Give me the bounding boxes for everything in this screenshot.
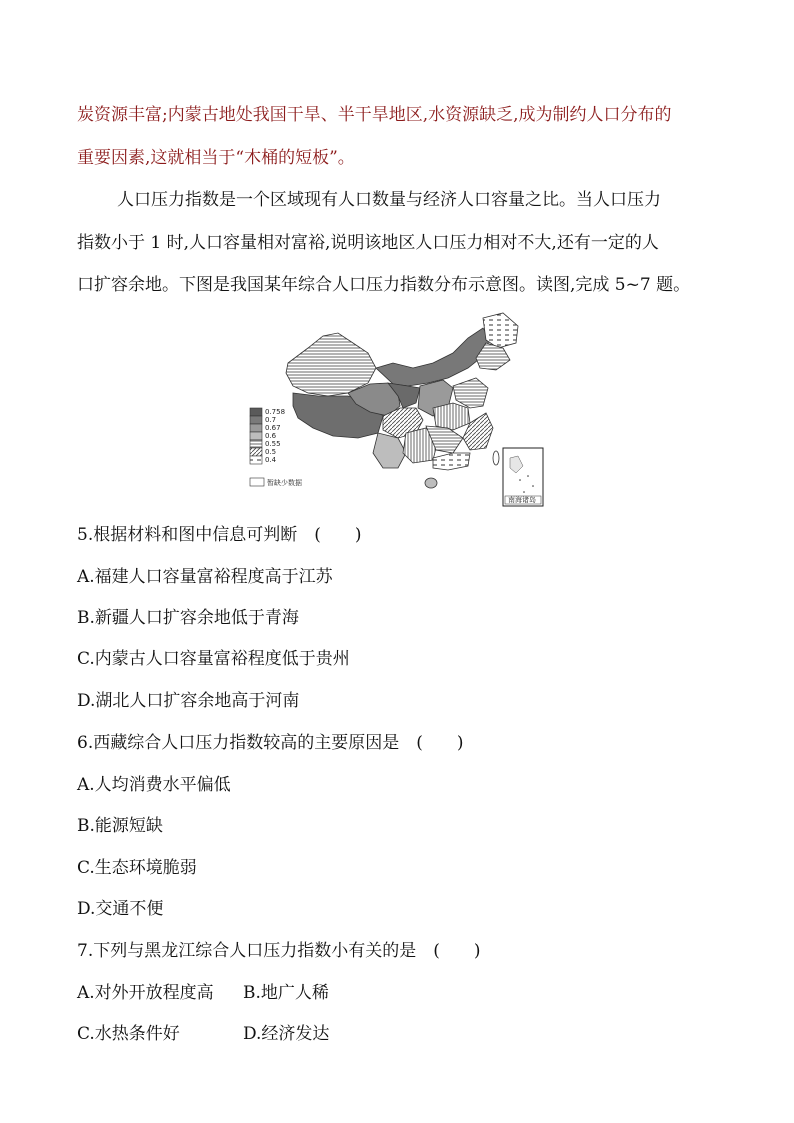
passage-line-3: 口扩容余地。下图是我国某年综合人口压力指数分布示意图。读图,完成 5~7 题。 [77, 275, 691, 295]
q6-stem: 6.西藏综合人口压力指数较高的主要原因是 ( ) [77, 733, 464, 753]
region-inner-mongolia [376, 328, 490, 386]
q6-option-b: B.能源短缺 [77, 816, 163, 836]
legend-label-5: 0.5 [265, 448, 277, 456]
inset-label: 南海诸岛 [508, 496, 536, 504]
legend-no-data-label: 暂缺少数据 [267, 479, 302, 487]
passage-line-1: 人口压力指数是一个区域现有人口数量与经济人口容量之比。当人口压力 [117, 190, 661, 210]
legend-label-3: 0.6 [265, 432, 277, 440]
q5-option-a: A.福建人口容量富裕程度高于江苏 [77, 567, 333, 587]
q7-option-b: B.地广人稀 [243, 983, 329, 1003]
legend-label-6: 0.4 [265, 456, 277, 464]
region-shandong-jiangsu [453, 378, 488, 408]
q5-stem: 5.根据材料和图中信息可判断 ( ) [77, 525, 362, 545]
region-xinjiang [286, 333, 376, 396]
q6-option-d: D.交通不便 [77, 899, 164, 919]
china-map-figure [248, 308, 548, 508]
population-pressure-map [248, 308, 548, 508]
q5-option-b: B.新疆人口扩容余地低于青海 [77, 608, 299, 628]
map-legend [250, 408, 302, 487]
passage-line-2: 指数小于 1 时,人口容量相对富裕,说明该地区人口压力相对不大,还有一定的人 [77, 233, 659, 253]
q6-option-a: A.人均消费水平偏低 [77, 775, 231, 795]
region-taiwan [493, 451, 499, 465]
q5-option-c: C.内蒙古人口容量富裕程度低于贵州 [77, 649, 350, 669]
q7-option-d: D.经济发达 [243, 1024, 330, 1044]
q7-stem: 7.下列与黑龙江综合人口压力指数小有关的是 ( ) [77, 941, 481, 961]
south-china-sea-inset [503, 448, 543, 506]
q5-option-d: D.湖北人口扩容余地高于河南 [77, 691, 300, 711]
region-guangdong [433, 453, 470, 470]
q6-option-c: C.生态环境脆弱 [77, 858, 197, 878]
legend-label-4: 0.55 [265, 440, 281, 448]
legend-label-2: 0.67 [265, 424, 281, 432]
intro-line-2: 重要因素,这就相当于“木桶的短板”。 [77, 148, 355, 168]
q7-option-a: A.对外开放程度高 [77, 983, 214, 1003]
legend-label-0: 0.758 [265, 408, 286, 416]
intro-line-1: 炭资源丰富;内蒙古地处我国干旱、半干旱地区,水资源缺乏,成为制约人口分布的 [77, 105, 672, 125]
region-yunnan [373, 433, 406, 468]
q7-option-c: C.水热条件好 [77, 1024, 180, 1044]
legend-label-1: 0.7 [265, 416, 277, 424]
region-hainan [425, 478, 437, 488]
region-henan-hubei [433, 403, 470, 430]
